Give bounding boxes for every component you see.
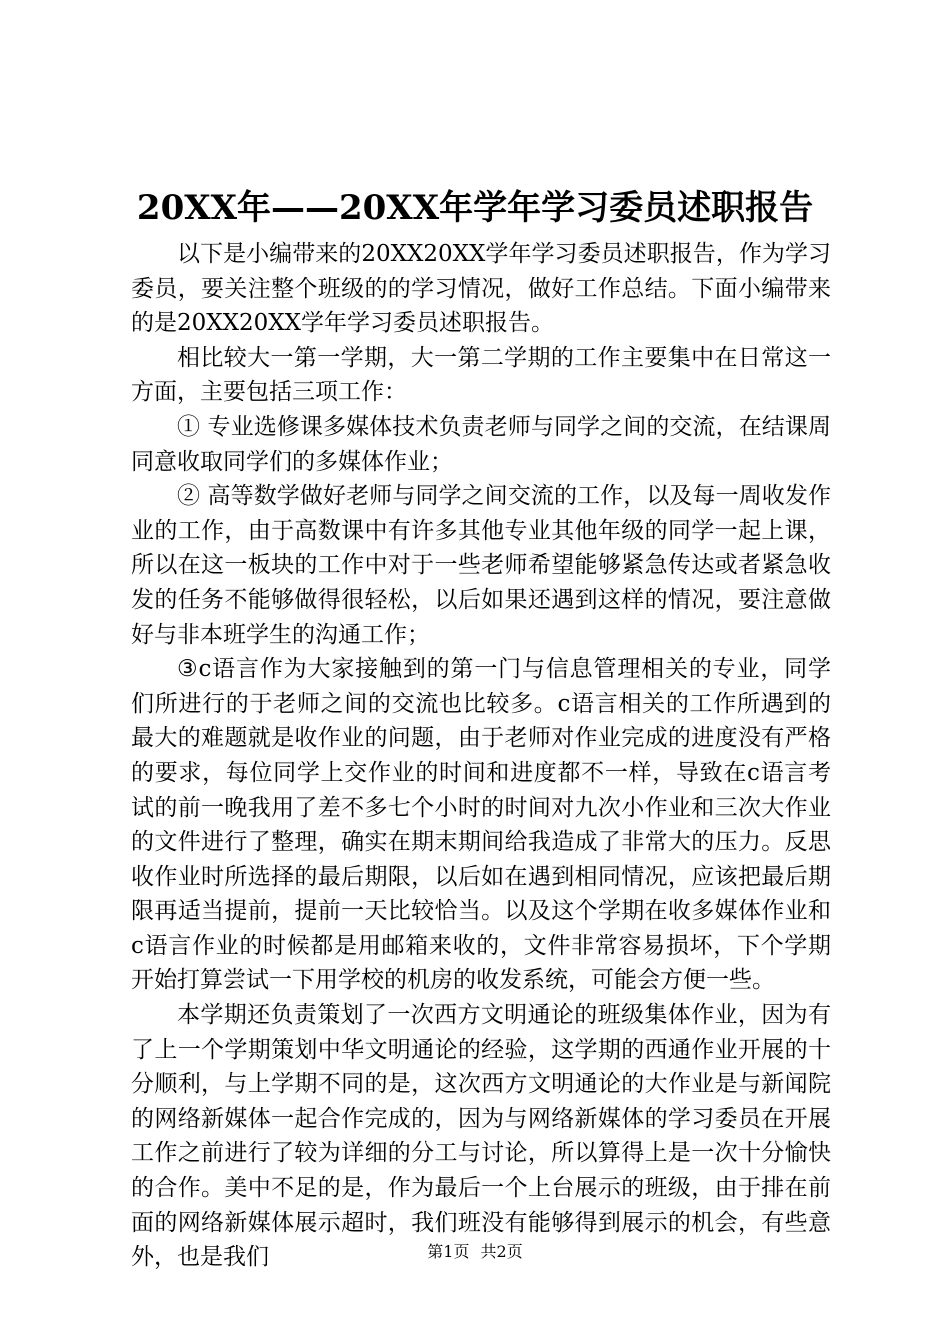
- document-title: 20XX年——20XX年学年学习委员述职报告: [136, 188, 814, 228]
- page-footer: [0, 1240, 950, 1264]
- paragraph-western-civilization: 本学期还负责策划了一次西方文明通论的班级集体作业，因为有了上一个学期策划中华文明通论的经验，这学期的西通作业开展的十分顺利，与上学期不同的是，这次西方文明通论的大作业是与新闻院的网络新媒体一起合作完成的，因为与网络新媒体的学习委员在开展工作之前进行了较为详细的分工与讨论，所以算得上是一次十分愉快的合作。美中不足的是，作为最后一个上台展示的班级，由于排在前面的网络新媒体展示超时，我们班没有能够得到展示的机会，有些意外，也是我们: [131, 1002, 831, 1271]
- paragraph-intro: 以下是小编带来的20XX20XX学年学习委员述职报告，作为学习委员，要关注整个班级的的学习情况，做好工作总结。下面小编带来的是20XX20XX学年学习委员述职报告。: [131, 241, 831, 337]
- paragraph-item-2: ② 高等数学做好老师与同学之间交流的工作，以及每一周收发作业的工作，由于高数课中有许多其他专业其他年级的同学一起上课，所以在这一板块的工作中对于一些老师希望能够紧急传达或者紧急收发的任务不能够做得很轻松，以后如果还遇到这样的情况，要注意做好与非本班学生的沟通工作；: [131, 483, 831, 648]
- paragraph-item-3: ③c语言作为大家接触到的第一门与信息管理相关的专业，同学们所进行的于老师之间的交流也比较多。c语言相关的工作所遇到的最大的难题就是收作业的问题，由于老师对作业完成的进度没有严格的要求，每位同学上交作业的时间和进度都不一样，导致在c语言考试的前一晚我用了差不多七个小时的时间对九次小作业和三次大作业的文件进行了整理，确实在期末期间给我造成了非常大的压力。反思收作业时所选择的最后期限，以后如在遇到相同情况，应该把最后期限再适当提前，提前一天比较恰当。以及这个学期在收多媒体作业和c语言作业的时候都是用邮箱来收的，文件非常容易损坏，下个学期开始打算尝试一下用学校的机房的收发系统，可能会方便一些。: [131, 656, 831, 994]
- page-total: 共2页: [480, 1242, 523, 1261]
- page-number: 第1页: [427, 1242, 470, 1261]
- document-body: [131, 237, 831, 1275]
- paragraph-item-1: ① 专业选修课多媒体技术负责老师与同学之间的交流，在结课周同意收取同学们的多媒体作业；: [131, 413, 831, 475]
- paragraph-overview: 相比较大一第一学期，大一第二学期的工作主要集中在日常这一方面，主要包括三项工作：: [131, 344, 831, 406]
